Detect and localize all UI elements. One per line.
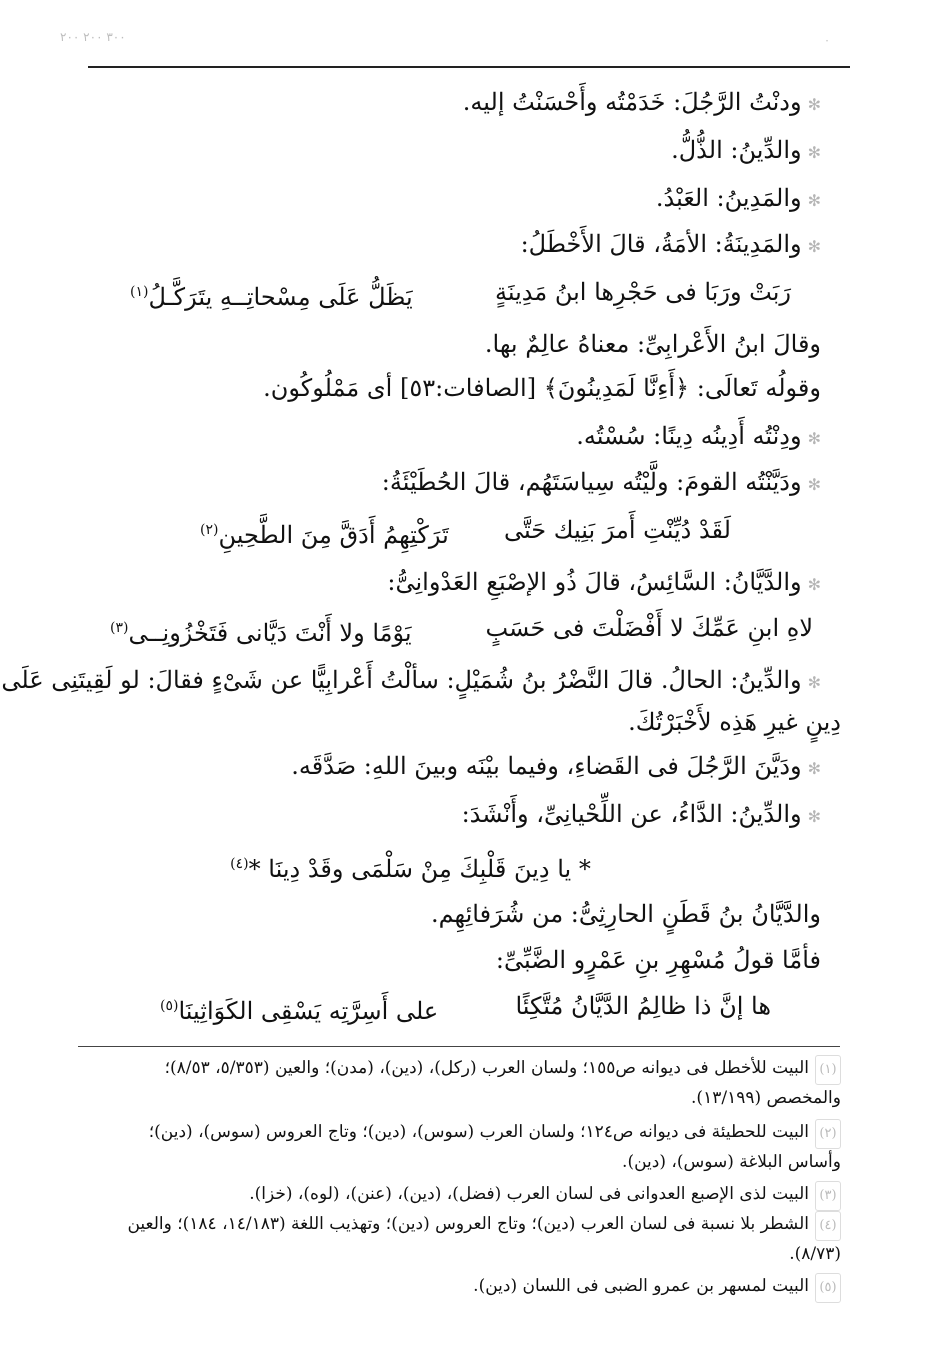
verse-single: * يا دِينَ قَلْبِكَ مِنْ سَلْمَى وقَدْ دِينَا *$^{(٤)}$ <box>230 855 591 883</box>
verse-hemistich-left: تَرَكْتِهِمُ أَدَقَّ مِنَ الطَّحِينِ$^{(٢)}$ <box>200 521 449 549</box>
asterisk-icon: ✻ <box>807 191 821 210</box>
entry-line: ✻والدَّيَّانُ: السَّائِسُ، قالَ ذُو الإصْبَعِ العَدْوانِىُّ: <box>387 568 821 596</box>
entry-line: ✻والمَدِينَةُ: الأمَةُ، قالَ الأَخْطَلُ: <box>520 230 821 258</box>
entry-line: ✻والمَدِينُ: العَبْدُ. <box>655 184 821 212</box>
verse <box>0 982 941 1030</box>
footnote-continuation: والمخصص (١٣/١٩٩). <box>691 1088 841 1108</box>
footnote: (١)البيت للأخطل فى ديوانه ص١٥٥؛ ولسان العرب (ركل)، (دين)، (مدن)؛ والعين (٥/٣٥٣، ٨/٥٣)؛ <box>70 1054 841 1085</box>
footnote-continuation: وأساس البلاغة (سوس)، (دين). <box>622 1152 841 1172</box>
footnote: (٤)الشطر بلا نسبة فى لسان العرب (دين)؛ وتاج العروس (دين)؛ وتهذيب اللغة (١٤/١٨٣، ١٨٤)؛ والعين <box>70 1210 841 1241</box>
footnote: (٣)البيت لذى الإصبع العدوانى فى لسان العرب (فضل)، (دين)، (عنن)، (لوه)، (خزا). <box>70 1180 841 1211</box>
asterisk-icon: ✻ <box>807 807 821 826</box>
text-line: والدَّيَّانُ بنُ قَطَنٍ الحارِثِىُّ: من شُرَفائِهِم. <box>430 900 821 928</box>
header-rule <box>88 66 850 68</box>
verse-hemistich-right: لَقَدْ دُيِّنْتِ أَمرَ بَنِيك حَتَّى <box>504 516 731 544</box>
entry-line: ✻ودَيَّنَ الرَّجُلَ فى القَضاءِ، وفيما بيْنَه وبينَ اللهِ: صَدَّقَه. <box>291 752 821 780</box>
footnote: (٢)البيت للحطيئة فى ديوانه ص١٢٤؛ ولسان العرب (سوس)، (دين)؛ وتاج العروس (سوس)، (دين)؛ <box>70 1118 841 1149</box>
verse-hemistich-right: لاهِ ابنِ عَمِّكَ لا أَفْضَلْتَ فى حَسَبٍ <box>485 614 813 642</box>
asterisk-icon: ✻ <box>807 575 821 594</box>
verse-hemistich-left: يَظَلُّ عَلَى مِسْحاتِــهِ يتَرَكَّـلُ$^{(١)}$ <box>130 283 413 311</box>
verse <box>0 268 941 316</box>
running-header: ٣٠٠ ٢٠٠ ٢٠٠ <box>60 30 126 44</box>
footnote-rule <box>78 1046 840 1047</box>
verse-hemistich-left: يَوْمًا ولا أَنْتَ دَيَّانى فَتَخْزُونِــى$^{(٣)}$ <box>110 619 412 647</box>
text-line: فأمَّا قولُ مُسْهِرِ بنِ عَمْرٍو الضَّبِّىِّ: <box>495 946 821 974</box>
entry-line: ✻ودنْتُ الرَّجُلَ: خَدَمْتُه وأَحْسَنْتُ إليه. <box>462 88 821 116</box>
entry-line: ✻ودِنْتُه أَدِينُه دِينًا: سُسْتُه. <box>576 422 821 450</box>
verse-hemistich-right: ها إنَّ ذا ظالِمُ الدَّيَّانُ مُتَّكِئًا <box>515 992 771 1020</box>
asterisk-icon: ✻ <box>807 95 821 114</box>
verse-hemistich-left: على أَسِرَّتِه يَسْقِى الكَوَاثِينَا$^{(٥)}$ <box>160 997 439 1025</box>
footnote: (٥)البيت لمسهر بن عمرو الضبى فى اللسان (دين). <box>70 1272 841 1303</box>
text-line: وقالَ ابنُ الأَعْرابِىِّ: معناهُ عالِمٌ بها. <box>484 330 821 358</box>
entry-line: ✻والدِّينُ: الدَّاءُ، عن اللِّحْيانِىِّ، وأَنْشَدَ: <box>461 800 821 828</box>
asterisk-icon: ✻ <box>807 237 821 256</box>
asterisk-icon: ✻ <box>807 429 821 448</box>
entry-line: ✻ودَيَّنْتُه القومَ: ولَّيْتُه سِياسَتَهُم، قالَ الحُطَيْئَةُ: <box>381 468 821 496</box>
verse <box>0 506 941 554</box>
asterisk-icon: ✻ <box>807 759 821 778</box>
footnote-continuation: (٨/٧٣). <box>789 1244 841 1264</box>
verse <box>0 604 941 652</box>
entry-line: ✻والدِّينُ: الذُّلُّ. <box>671 136 821 164</box>
asterisk-icon: ✻ <box>807 475 821 494</box>
asterisk-icon: ✻ <box>807 143 821 162</box>
text-line: وقولُه تَعالَى: ﴿أَءِنَّا لَمَدِينُونَ﴾ [الصافات:٥٣] أى مَمْلُوكُون. <box>263 374 821 402</box>
footnote-number: (٥) <box>815 1273 841 1303</box>
page-mark: · <box>825 34 829 48</box>
footnote-number: (١) <box>815 1055 841 1085</box>
entry-line: ✻والدِّينُ: الحالُ. قالَ النَّضْرُ بنُ شُمَيْلٍ: سألْتُ أَعْرابِيًّا عن شَىْءٍ فقالَ: لو لَقِيتَنِى عَلَى <box>1 666 821 694</box>
footnote-number: (٤) <box>815 1211 841 1241</box>
footnote-number: (٢) <box>815 1119 841 1149</box>
text-line: دِينٍ غيرِ هَذِه لأَخْبَرْتُكَ. <box>628 708 841 736</box>
footnote-number: (٣) <box>815 1181 841 1211</box>
asterisk-icon: ✻ <box>807 673 821 692</box>
verse-hemistich-right: رَبَتْ ورَبَا فى حَجْرِها ابنُ مَدِينَةٍ <box>494 278 791 306</box>
